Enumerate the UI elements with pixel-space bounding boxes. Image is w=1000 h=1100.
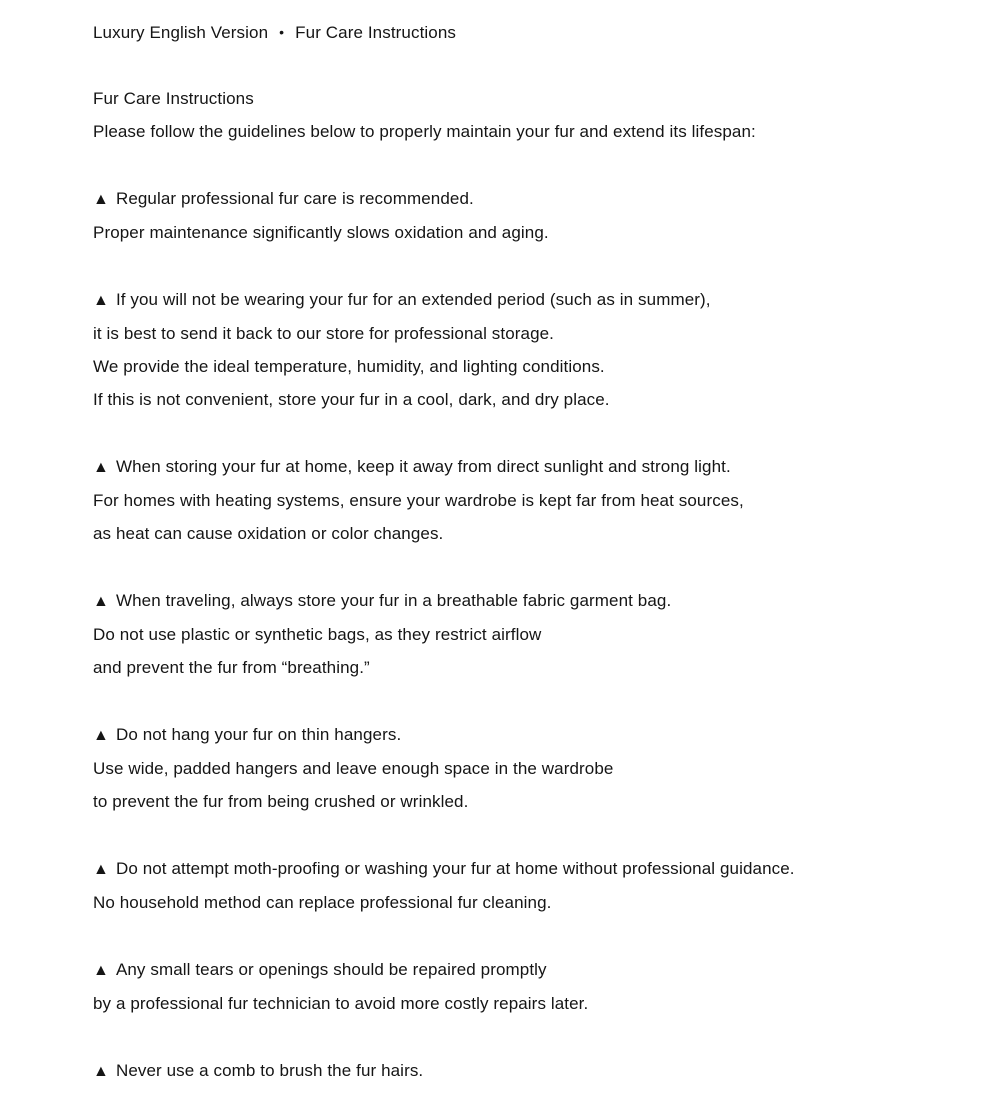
care-sections bbox=[93, 182, 960, 1088]
section-line: Use wide, padded hangers and leave enough space in the wardrobe bbox=[93, 759, 614, 778]
section-line: and prevent the fur from “breathing.” bbox=[93, 658, 370, 677]
section-lead-line: ▲ Do not hang your fur on thin hangers. bbox=[93, 718, 960, 752]
header-version-label: Luxury English Version bbox=[93, 23, 269, 42]
intro-line: Please follow the guidelines below to properly maintain your fur and extend its lifespan: bbox=[93, 122, 756, 141]
title-block bbox=[93, 82, 960, 148]
section-line: Proper maintenance significantly slows oxidation and aging. bbox=[93, 223, 549, 242]
care-section bbox=[93, 718, 960, 818]
section-lead-line: ▲ When traveling, always store your fur in a breathable fabric garment bag. bbox=[93, 584, 960, 618]
section-lead-line: ▲ Never use a comb to brush the fur hairs. bbox=[93, 1054, 960, 1088]
triangle-bullet-icon: ▲ bbox=[93, 292, 109, 309]
section-line: Do not use plastic or synthetic bags, as they restrict airflow bbox=[93, 625, 542, 644]
header-separator-dot: • bbox=[279, 24, 285, 40]
triangle-bullet-icon: ▲ bbox=[93, 962, 109, 979]
section-line: If this is not convenient, store your fur in a cool, dark, and dry place. bbox=[93, 390, 610, 409]
page-title: Fur Care Instructions bbox=[93, 89, 254, 108]
section-lead-line: ▲ If you will not be wearing your fur for an extended period (such as in summer), bbox=[93, 283, 960, 317]
triangle-bullet-icon: ▲ bbox=[93, 191, 109, 208]
section-line: No household method can replace professional fur cleaning. bbox=[93, 893, 552, 912]
section-line: as heat can cause oxidation or color changes. bbox=[93, 524, 444, 543]
section-line: it is best to send it back to our store for professional storage. bbox=[93, 324, 555, 343]
triangle-bullet-icon: ▲ bbox=[93, 861, 109, 878]
section-line: by a professional fur technician to avoid more costly repairs later. bbox=[93, 994, 589, 1013]
care-section bbox=[93, 852, 960, 919]
care-section bbox=[93, 953, 960, 1020]
document-header bbox=[93, 16, 960, 49]
section-lead-line: ▲ When storing your fur at home, keep it away from direct sunlight and strong light. bbox=[93, 450, 960, 484]
triangle-bullet-icon: ▲ bbox=[93, 1063, 109, 1080]
care-section bbox=[93, 182, 960, 249]
section-line: to prevent the fur from being crushed or wrinkled. bbox=[93, 792, 469, 811]
header-doc-title: Fur Care Instructions bbox=[295, 23, 456, 42]
care-section bbox=[93, 1054, 960, 1088]
section-lead-line: ▲ Regular professional fur care is recommended. bbox=[93, 182, 960, 216]
triangle-bullet-icon: ▲ bbox=[93, 727, 109, 744]
section-line: We provide the ideal temperature, humidity, and lighting conditions. bbox=[93, 357, 605, 376]
care-section bbox=[93, 450, 960, 550]
care-section bbox=[93, 584, 960, 684]
section-line: For homes with heating systems, ensure your wardrobe is kept far from heat sources, bbox=[93, 491, 744, 510]
triangle-bullet-icon: ▲ bbox=[93, 593, 109, 610]
section-lead-line: ▲ Any small tears or openings should be repaired promptly bbox=[93, 953, 960, 987]
care-section bbox=[93, 283, 960, 416]
section-lead-line: ▲ Do not attempt moth-proofing or washing your fur at home without professional guidance. bbox=[93, 852, 960, 886]
triangle-bullet-icon: ▲ bbox=[93, 459, 109, 476]
